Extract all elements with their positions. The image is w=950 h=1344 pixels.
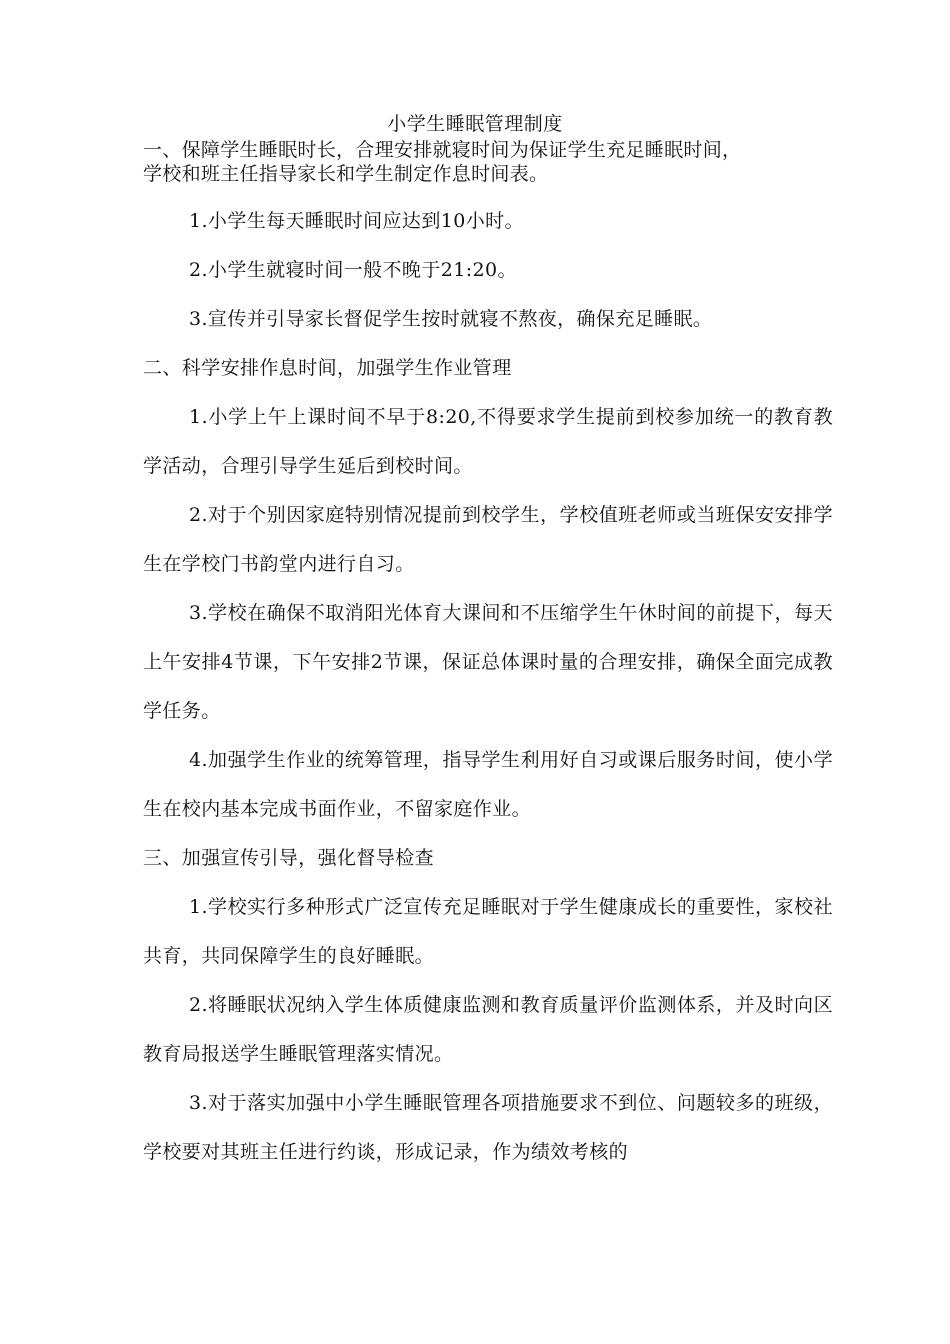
paragraph-1-2: 2.小学生就寝时间一般不晚于21:20。 [189, 259, 517, 281]
paragraph-1-1: 1.小学生每天睡眠时间应达到10小时。 [189, 210, 524, 232]
paragraph-2-1: 1.小学上午上课时间不早于8:20,不得要求学生提前到校参加统一的教育教学活动，合理引导学生延后到校时间。 [143, 406, 833, 477]
paragraph-3-2: 2.将睡眠状况纳入学生体质健康监测和教育质量评价监测体系，并及时向区教育局报送学生睡眠管理落实情况。 [143, 994, 833, 1065]
intro-line-1: 一、保障学生睡眠时长，合理安排就寝时间为保证学生充足睡眠时间， [143, 139, 742, 161]
document-body [143, 197, 833, 1177]
section-two-heading: 二、科学安排作息时间，加强学生作业管理 [143, 357, 512, 379]
paragraph-2-3: 3.学校在确保不取消阳光体育大课间和不压缩学生午休时间的前提下，每天上午安排4节课，下午安排2节课，保证总体课时量的合理安排，确保全面完成教学任务。 [143, 602, 833, 722]
paragraph-1-3: 3.宣传并引导家长督促学生按时就寝不熬夜，确保充足睡眠。 [189, 308, 713, 330]
paragraph-3-3: 3.对于落实加强中小学生睡眠管理各项措施要求不到位、问题较多的班级，学校要对其班主任进行约谈，形成记录，作为绩效考核的 [143, 1092, 833, 1163]
paragraph-3-1: 1.学校实行多种形式广泛宣传充足睡眠对于学生健康成长的重要性，家校社共育，共同保障学生的良好睡眠。 [143, 896, 833, 967]
paragraph-2-4: 4.加强学生作业的统筹管理，指导学生利用好自习或课后服务时间，使小学生在校内基本完成书面作业，不留家庭作业。 [143, 749, 833, 820]
section-three-heading: 三、加强宣传引导，强化督导检查 [143, 847, 435, 869]
paragraph-2-2: 2.对于个别因家庭特别情况提前到校学生，学校值班老师或当班保安安排学生在学校门书韵堂内进行自习。 [143, 504, 833, 575]
intro-line-2: 学校和班主任指导家长和学生制定作息时间表。 [143, 163, 549, 185]
section-one-heading [143, 138, 823, 186]
document-title: 小学生睡眠管理制度 [387, 113, 563, 135]
